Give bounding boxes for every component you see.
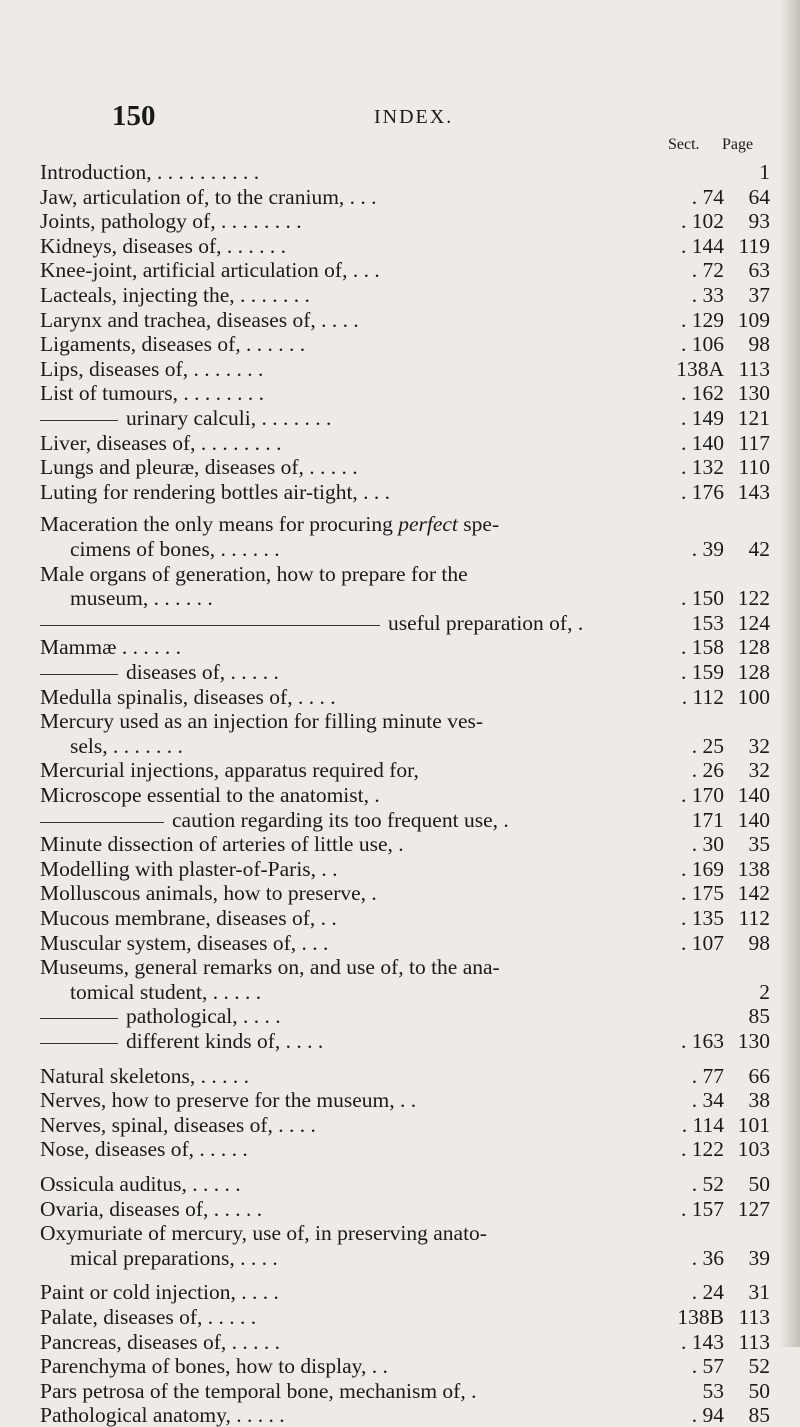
entry-section: . 77 bbox=[691, 1063, 724, 1088]
entry-section: . 169 bbox=[681, 856, 724, 881]
entry-text: Kidneys, diseases of, . . . . . . bbox=[40, 233, 287, 258]
index-entry bbox=[0, 709, 800, 733]
entry-page: 93 bbox=[748, 209, 770, 234]
entry-text: tomical student, . . . . . bbox=[70, 979, 262, 1004]
index-entry bbox=[0, 562, 800, 586]
index-entry bbox=[0, 611, 800, 635]
entry-page: 52 bbox=[748, 1354, 770, 1379]
entry-page: 39 bbox=[748, 1245, 770, 1270]
entry-text: Maceration the only means for procuring perfect spe- bbox=[40, 512, 500, 537]
index-entry bbox=[0, 1172, 800, 1196]
index-entry bbox=[0, 857, 800, 881]
entry-text: pathological, . . . . bbox=[126, 1004, 281, 1029]
entry-page: 85 bbox=[748, 1004, 770, 1029]
entry-text: caution regarding its too frequent use, . bbox=[172, 807, 509, 832]
entry-section: . 114 bbox=[681, 1112, 724, 1137]
entry-page: 1 bbox=[759, 160, 770, 184]
index-entry bbox=[0, 160, 800, 184]
entry-page: 2 bbox=[759, 979, 770, 1004]
entry-section: . 176 bbox=[681, 479, 724, 504]
entry-section: . 33 bbox=[691, 283, 724, 307]
entry-text: Natural skeletons, . . . . . bbox=[40, 1063, 249, 1088]
index-entry bbox=[0, 931, 800, 955]
index-entry bbox=[0, 234, 800, 258]
entry-section: . 135 bbox=[681, 906, 724, 930]
entry-page: 138 bbox=[737, 856, 770, 881]
index-entry bbox=[0, 1088, 800, 1112]
entry-text: Joints, pathology of, . . . . . . . . bbox=[40, 209, 302, 234]
entry-section: . 170 bbox=[681, 783, 724, 807]
entry-section: . 157 bbox=[681, 1196, 724, 1221]
entry-page: 113 bbox=[738, 1329, 770, 1354]
entry-text: Oxymuriate of mercury, use of, in preserving anato- bbox=[40, 1221, 487, 1246]
entry-section: . 72 bbox=[691, 258, 724, 283]
entry-page: 112 bbox=[738, 906, 770, 930]
index-entry bbox=[0, 1137, 800, 1161]
index-entry bbox=[0, 1221, 800, 1245]
entry-page: 100 bbox=[737, 684, 770, 709]
entry-page: 31 bbox=[748, 1280, 770, 1305]
entry-page: 124 bbox=[737, 610, 770, 635]
index-entry bbox=[0, 258, 800, 282]
entry-section: . 163 bbox=[681, 1029, 724, 1053]
entry-section: . 175 bbox=[681, 881, 724, 906]
entry-text: mical preparations, . . . . bbox=[70, 1245, 278, 1270]
index-entry bbox=[0, 1029, 800, 1053]
entry-section: . 159 bbox=[681, 660, 724, 684]
column-header-page: Page bbox=[722, 136, 754, 153]
index-entry bbox=[0, 455, 800, 479]
entry-text: Molluscous animals, how to preserve, . bbox=[40, 881, 377, 906]
index-entry bbox=[0, 635, 800, 659]
index-entry bbox=[0, 406, 800, 430]
entry-section: 53 bbox=[702, 1378, 724, 1403]
entry-page: 85 bbox=[748, 1403, 770, 1427]
entry-text: Paint or cold injection, . . . . bbox=[40, 1280, 279, 1305]
entry-section: . 112 bbox=[681, 684, 724, 709]
entry-page: 35 bbox=[748, 832, 770, 857]
index-entry bbox=[0, 1246, 800, 1270]
entry-page: 98 bbox=[748, 332, 770, 357]
entry-page: 113 bbox=[738, 1305, 770, 1329]
index-entry bbox=[0, 431, 800, 455]
entry-page: 110 bbox=[738, 455, 770, 480]
entry-section: . 24 bbox=[691, 1280, 724, 1305]
entry-text: sels, . . . . . . . bbox=[70, 733, 183, 758]
entry-section: . 34 bbox=[691, 1088, 724, 1113]
entry-text: Medulla spinalis, diseases of, . . . . bbox=[40, 684, 336, 709]
entry-page: 38 bbox=[748, 1088, 770, 1113]
entry-text: museum, . . . . . . bbox=[70, 586, 213, 611]
index-entry bbox=[0, 332, 800, 356]
index-entry bbox=[0, 1305, 800, 1329]
entry-section: . 26 bbox=[691, 758, 724, 783]
entry-text: Mercury used as an injection for filling minute ves- bbox=[40, 709, 484, 734]
entry-text: Knee-joint, artificial articulation of, . . . bbox=[40, 258, 380, 283]
page-edge-shadow bbox=[780, 0, 800, 1347]
running-head: INDEX. bbox=[374, 106, 454, 128]
index-entry bbox=[0, 734, 800, 758]
entry-text: Palate, diseases of, . . . . . bbox=[40, 1305, 257, 1329]
entry-page: 119 bbox=[738, 233, 770, 258]
entry-text: Museums, general remarks on, and use of, to the ana- bbox=[40, 955, 500, 980]
entry-text: Nerves, spinal, diseases of, . . . . bbox=[40, 1112, 316, 1137]
entry-text: List of tumours, . . . . . . . . bbox=[40, 381, 264, 406]
entry-text: Parenchyma of bones, how to display, . . bbox=[40, 1354, 388, 1379]
entry-text: Microscope essential to the anatomist, . bbox=[40, 783, 380, 807]
entry-section: . 74 bbox=[691, 184, 724, 209]
entry-page: 98 bbox=[748, 930, 770, 955]
entry-text: Pancreas, diseases of, . . . . . bbox=[40, 1329, 281, 1354]
index-entry bbox=[0, 660, 800, 684]
entry-page: 143 bbox=[737, 479, 770, 504]
index-entry bbox=[0, 381, 800, 405]
index-entry bbox=[0, 1064, 800, 1088]
entry-section: 138A bbox=[676, 356, 724, 381]
entry-text: urinary calculi, . . . . . . . bbox=[126, 406, 332, 430]
entry-text: Mercurial injections, apparatus required for, bbox=[40, 758, 419, 783]
entry-section: 138B bbox=[677, 1305, 724, 1329]
entry-page: 122 bbox=[737, 586, 770, 611]
entry-text: Luting for rendering bottles air-tight, . . . bbox=[40, 479, 391, 504]
entry-text: cimens of bones, . . . . . . bbox=[70, 537, 280, 561]
entry-section: 171 bbox=[691, 807, 724, 832]
entry-section: . 158 bbox=[681, 635, 724, 660]
index-entry bbox=[0, 357, 800, 381]
entry-page: 140 bbox=[737, 783, 770, 807]
index-entry bbox=[0, 906, 800, 930]
entry-section: . 30 bbox=[691, 832, 724, 857]
entry-text: Pathological anatomy, . . . . . bbox=[40, 1403, 285, 1427]
entry-text: Modelling with plaster-of-Paris, . . bbox=[40, 856, 338, 881]
entry-page: 121 bbox=[737, 406, 770, 430]
entry-section: . 162 bbox=[681, 381, 724, 406]
entry-page: 63 bbox=[748, 258, 770, 283]
entry-page: 113 bbox=[738, 356, 770, 381]
entry-text: Liver, diseases of, . . . . . . . . bbox=[40, 430, 282, 455]
entry-page: 127 bbox=[737, 1196, 770, 1221]
index-entry bbox=[0, 685, 800, 709]
index-entry bbox=[0, 1113, 800, 1137]
entry-section: . 143 bbox=[681, 1329, 724, 1354]
index-entry bbox=[0, 1280, 800, 1304]
index-entry bbox=[0, 1330, 800, 1354]
entry-page: 128 bbox=[737, 635, 770, 660]
entry-page: 140 bbox=[737, 807, 770, 832]
entry-section: . 149 bbox=[681, 406, 724, 430]
entry-page: 32 bbox=[748, 733, 770, 758]
entry-text: Introduction, . . . . . . . . . . bbox=[40, 160, 260, 184]
entry-text: Mammæ . . . . . . bbox=[40, 635, 181, 660]
entry-text: diseases of, . . . . . bbox=[126, 660, 279, 684]
entry-text: Nose, diseases of, . . . . . bbox=[40, 1137, 248, 1162]
entry-section: . 106 bbox=[681, 332, 724, 357]
entry-page: 109 bbox=[737, 307, 770, 332]
index-entry bbox=[0, 185, 800, 209]
entry-page: 64 bbox=[748, 184, 770, 209]
entry-section: . 144 bbox=[681, 233, 724, 258]
index-entry bbox=[0, 283, 800, 307]
index-entry bbox=[0, 1354, 800, 1378]
index-entry bbox=[0, 1379, 800, 1403]
index-entry bbox=[0, 758, 800, 782]
index-entry bbox=[0, 955, 800, 979]
page-number: 150 bbox=[112, 100, 156, 132]
entry-text: useful preparation of, . bbox=[388, 610, 584, 635]
entry-text: Mucous membrane, diseases of, . . bbox=[40, 906, 337, 930]
index-entry bbox=[0, 480, 800, 504]
entry-page: 142 bbox=[737, 881, 770, 906]
entry-section: 153 bbox=[691, 610, 724, 635]
entry-page: 130 bbox=[737, 381, 770, 406]
entry-section: . 129 bbox=[681, 307, 724, 332]
index-entry bbox=[0, 586, 800, 610]
entry-section: . 107 bbox=[681, 930, 724, 955]
index-entry bbox=[0, 1403, 800, 1427]
index-entry bbox=[0, 1004, 800, 1028]
entry-text: Ossicula auditus, . . . . . bbox=[40, 1172, 241, 1196]
entry-text: Lips, diseases of, . . . . . . . bbox=[40, 356, 264, 381]
entry-text: Lungs and pleuræ, diseases of, . . . . . bbox=[40, 455, 358, 480]
entry-page: 117 bbox=[738, 430, 770, 455]
entry-section: . 36 bbox=[691, 1245, 724, 1270]
entry-section: . 39 bbox=[691, 537, 724, 561]
index-entry bbox=[0, 808, 800, 832]
entry-page: 101 bbox=[737, 1112, 770, 1137]
entry-section: . 122 bbox=[681, 1137, 724, 1162]
index-entry bbox=[0, 881, 800, 905]
entry-page: 50 bbox=[748, 1172, 770, 1196]
entry-text: Minute dissection of arteries of little use, . bbox=[40, 832, 404, 857]
index-entry bbox=[0, 980, 800, 1004]
entry-page: 130 bbox=[737, 1029, 770, 1053]
column-header-sect: Sect. bbox=[668, 136, 700, 153]
entry-section: . 132 bbox=[681, 455, 724, 480]
index-entry bbox=[0, 209, 800, 233]
entry-text: Muscular system, diseases of, . . . bbox=[40, 930, 329, 955]
entry-text: Pars petrosa of the temporal bone, mechanism of, . bbox=[40, 1378, 477, 1403]
entry-page: 66 bbox=[748, 1063, 770, 1088]
entry-page: 37 bbox=[748, 283, 770, 307]
entry-section: . 102 bbox=[681, 209, 724, 234]
entry-text: Larynx and trachea, diseases of, . . . . bbox=[40, 307, 359, 332]
entry-page: 32 bbox=[748, 758, 770, 783]
entry-section: . 140 bbox=[681, 430, 724, 455]
index-entry bbox=[0, 512, 800, 536]
entry-section: . 57 bbox=[691, 1354, 724, 1379]
entry-section: . 150 bbox=[681, 586, 724, 611]
entry-text: Ovaria, diseases of, . . . . . bbox=[40, 1196, 263, 1221]
entry-page: 42 bbox=[748, 537, 770, 561]
index-entry bbox=[0, 537, 800, 561]
index-entry bbox=[0, 308, 800, 332]
entry-page: 128 bbox=[737, 660, 770, 684]
entry-section: . 52 bbox=[691, 1172, 724, 1196]
entry-text: Nerves, how to preserve for the museum, . . bbox=[40, 1088, 417, 1113]
entry-text: Ligaments, diseases of, . . . . . . bbox=[40, 332, 306, 357]
entry-text: different kinds of, . . . . bbox=[126, 1029, 324, 1053]
index-entry bbox=[0, 783, 800, 807]
index-entry bbox=[0, 832, 800, 856]
entry-section: . 94 bbox=[691, 1403, 724, 1427]
entry-page: 103 bbox=[737, 1137, 770, 1162]
page-header bbox=[112, 100, 752, 140]
entry-page: 50 bbox=[748, 1378, 770, 1403]
entry-text: Jaw, articulation of, to the cranium, . . . bbox=[40, 184, 377, 209]
index-entry bbox=[0, 1197, 800, 1221]
entry-text: Lacteals, injecting the, . . . . . . . bbox=[40, 283, 310, 307]
entry-section: . 25 bbox=[691, 733, 724, 758]
entry-text: Male organs of generation, how to prepare for the bbox=[40, 561, 468, 586]
